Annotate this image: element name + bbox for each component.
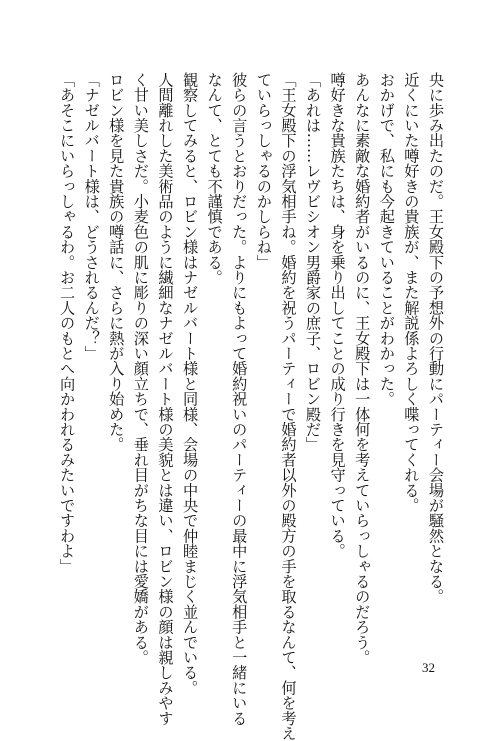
text-line: 「あれは……レヴビシオン男爵家の庶子、ロビン殿だ」 <box>304 72 323 452</box>
text-line: なんて、とても不謹慎である。 <box>205 72 224 285</box>
page-number: 32 <box>422 660 435 675</box>
text-line: 「あそこにいらっしゃるわ。お二人のもとへ向かわれるみたいですわよ」 <box>58 72 77 574</box>
text-line: 彼らの言うとおりだった。よりにもよって婚約祝いのパーティーの最中に浮気相手と一緒にいる <box>230 72 249 726</box>
text-line: 人間離れした美術品のように繊細なナゼルバート様の美貌とは違い、ロビン様の顔は親しみやす <box>156 72 175 726</box>
text-line: 「ナゼルバート様は、どうされるんだ？」 <box>82 72 101 361</box>
text-line: 噂好きな貴族たちは、身を乗り出してことの成り行きを見守っている。 <box>328 72 347 559</box>
text-line: 観察してみると、ロビン様はナゼルバート様と同様、会場の中央で仲睦まじく並んでいる。 <box>181 72 200 696</box>
text-line: く甘い美しさだ。小麦色の肌に彫りの深い顔立ちで、垂れ目がちな目には愛嬌がある。 <box>131 72 150 665</box>
text-line: ていらっしゃるのかしらね」 <box>254 72 273 270</box>
text-line: あんなに素敵な婚約者がいるのに、王女殿下は一体何を考えていらっしゃるのだろう。 <box>353 72 372 665</box>
text-line: 央に歩み出たのだ。王女殿下の予想外の行動にパーティー会場が騒然となる。 <box>427 72 445 604</box>
text-line: 近くにいた噂好きの貴族が、また解説係よろしく喋ってくれる。 <box>402 72 421 513</box>
text-line: おかげで、私にも今起きていることがわかった。 <box>377 72 396 407</box>
text-line: 「王女殿下の浮気相手ね。婚約を祝うパーティーで婚約者以外の殿方の手を取るなんて、何を考え <box>279 72 298 741</box>
text-line: ロビン様を見た貴族の噂話に、さらに熱が入り始めた。 <box>107 72 126 452</box>
